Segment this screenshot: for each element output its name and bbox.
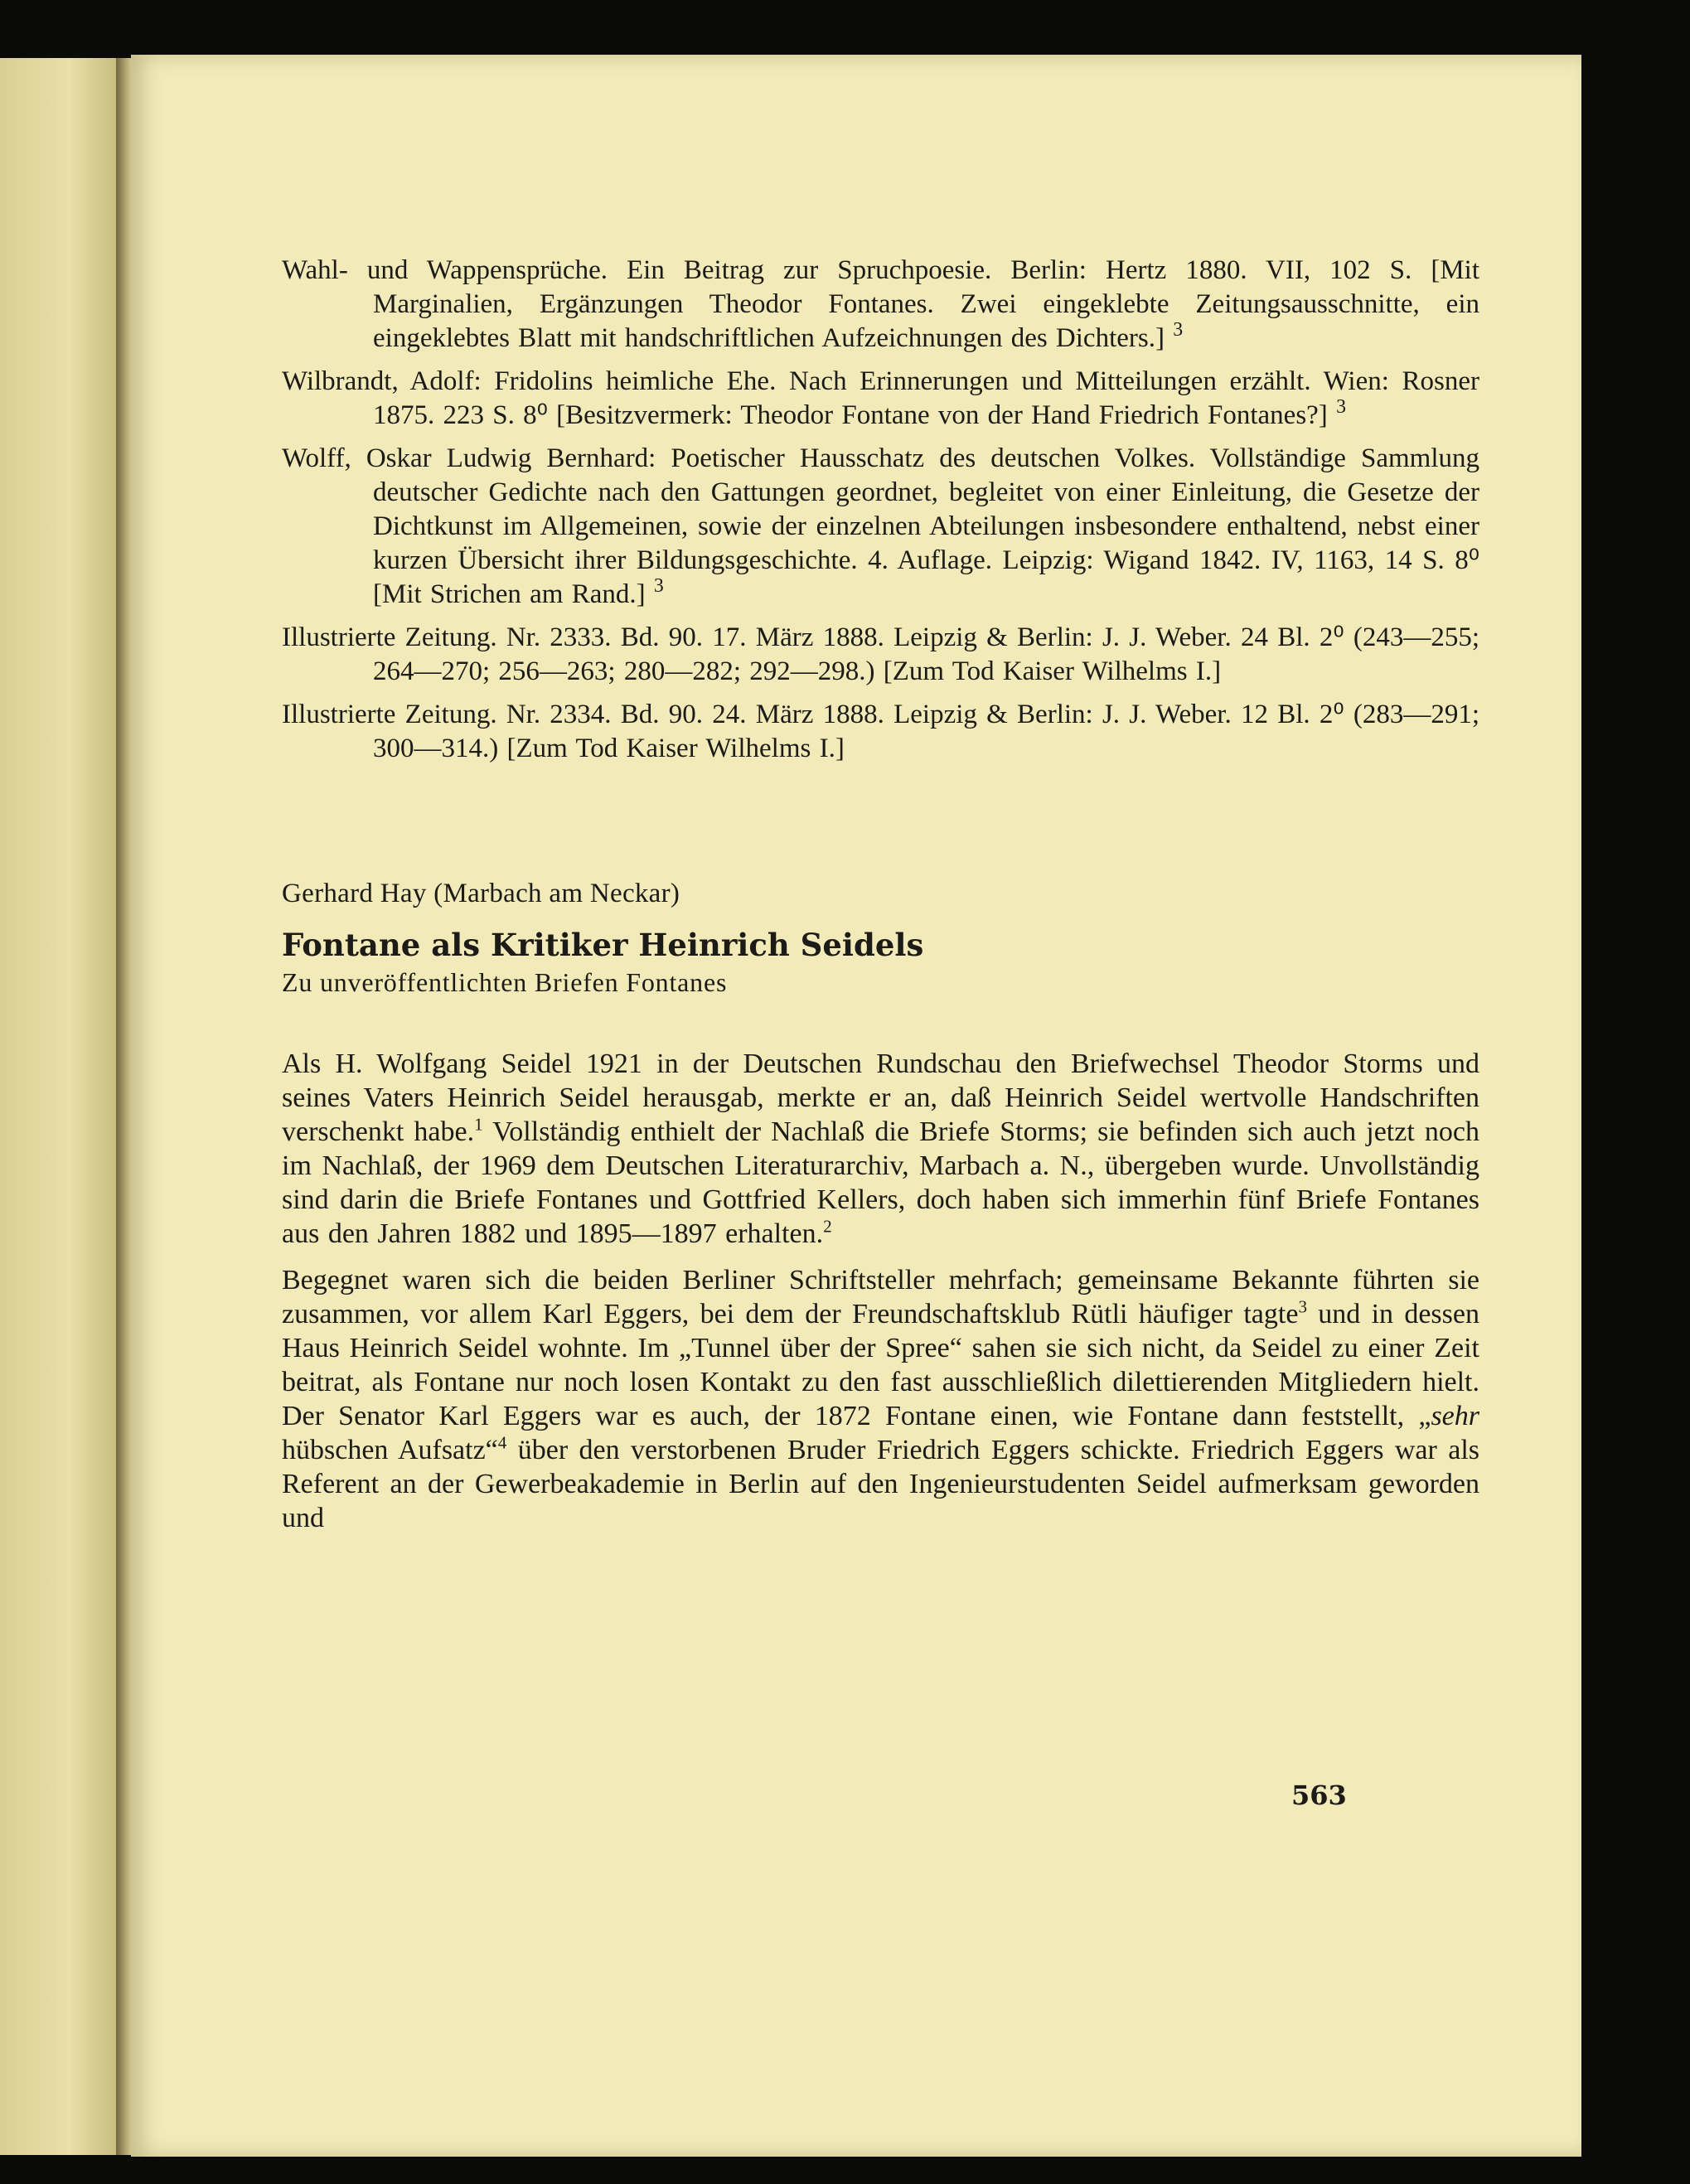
footnote-ref: 1 [474, 1114, 483, 1135]
footnote-ref: 2 [823, 1216, 832, 1237]
page-content [282, 254, 1479, 1535]
bibliography-list [282, 254, 1479, 766]
bibliography-entry: Illustrierte Zeitung. Nr. 2333. Bd. 90. 17. März 1888. Leipzig & Berlin: J. J. Weber. 24 Bl. 2⁰ (243—255; 264—270; 256—263; 280—282; 292—298.) [Zum Tod Kaiser Wilhelms I.] [282, 622, 1479, 686]
article-title: Fontane als Kritiker Heinrich Seidels [282, 927, 924, 963]
bibliography-entry: Wahl- und Wappensprüche. Ein Beitrag zur Spruchpoesie. Berlin: Hertz 1880. VII, 102 S. [Mit Marginalien, Ergänzungen Theodor Fontanes. Zwei eingeklebte Zeitungsausschnitte, ein eingeklebtes Blatt mit handschriftlichen Aufzeichnungen des Dichters.] $^3$ [282, 255, 1479, 353]
body-paragraph: Begegnet waren sich die beiden Berliner Schriftsteller mehrfach; gemeinsame Bekannte führten sie zusammen, vor allem Karl Eggers, bei dem der Freundschaftsklub Rütli häufiger tagte$^3$ und in dessen Haus Heinrich Seidel wohnte. Im „Tunnel über der Spree“ sahen sie sich nicht, da Seidel zu einer Zeit beitrat, als Fontane nur noch losen Kontakt zu den fast ausschließlich dilettierenden Mitgliedern hielt. Der Senator Karl Eggers war es auch, der 1872 Fontane einen, wie Fontane dann feststellt, „sehr hübschen Aufsatz“$^4$ über den verstorbenen Bruder Friedrich Eggers schickte. Friedrich Eggers war als Referent an der Gewerbeakademie in Berlin auf den Ingenieurstudenten Seidel aufmerksam geworden und [282, 1265, 1479, 1533]
emphasis: sehr [1431, 1401, 1479, 1431]
footnote-ref: 3 [1298, 1296, 1307, 1317]
book-gutter [116, 58, 133, 2155]
page-number: 563 [1291, 1780, 1347, 1811]
footnote-ref: 4 [497, 1432, 507, 1453]
bibliography-entry: Illustrierte Zeitung. Nr. 2334. Bd. 90. 24. März 1888. Leipzig & Berlin: J. J. Weber. 12 Bl. 2⁰ (283—291; 300—314.) [Zum Tod Kaiser Wilhelms I.] [282, 700, 1479, 763]
book-page [131, 55, 1581, 2157]
bibliography-entry: Wilbrandt, Adolf: Fridolins heimliche Ehe. Nach Erinnerungen und Mitteilungen erzählt. Wien: Rosner 1875. 223 S. 8⁰ [Besitzvermerk: Theodor Fontane von der Hand Friedrich Fontanes?] $^3$ [282, 366, 1479, 430]
footnote-ref: 3 [1336, 395, 1346, 418]
article-author: Gerhard Hay (Marbach am Neckar) [282, 879, 680, 908]
footnote-ref: 3 [653, 574, 664, 597]
footnote-ref: 3 [1173, 318, 1184, 341]
bibliography-entry: Wolff, Oskar Ludwig Bernhard: Poetischer Hausschatz des deutschen Volkes. Vollständige Sammlung deutscher Gedichte nach den Gattungen geordnet, begleitet von einer Einleitung, die Gesetze der Dichtkunst im Allgemeinen, sowie der einzelnen Abteilungen insbesondere enthaltend, nebst einer kurzen Übersicht ihrer Bildungsgeschichte. 4. Auflage. Leipzig: Wigand 1842. IV, 1163, 14 S. 8⁰ [Mit Strichen am Rand.] $^3$ [282, 443, 1479, 609]
body-paragraph: Als H. Wolfgang Seidel 1921 in der Deutschen Rundschau den Briefwechsel Theodor Storms und seines Vaters Heinrich Seidel herausgab, merkte er an, daß Heinrich Seidel wertvolle Handschriften verschenkt habe.$^1$ Vollständig enthielt der Nachlaß die Briefe Storms; sie befinden sich auch jetzt noch im Nachlaß, der 1969 dem Deutschen Literaturarchiv, Marbach a. N., übergeben wurde. Unvollständig sind darin die Briefe Fontanes und Gottfried Kellers, doch haben sich immerhin fünf Briefe Fontanes aus den Jahren 1882 und 1895—1897 erhalten.$^2$ [282, 1048, 1479, 1249]
article-subtitle: Zu unveröffentlichten Briefen Fontanes [282, 967, 728, 997]
left-page-edge [0, 58, 116, 2155]
